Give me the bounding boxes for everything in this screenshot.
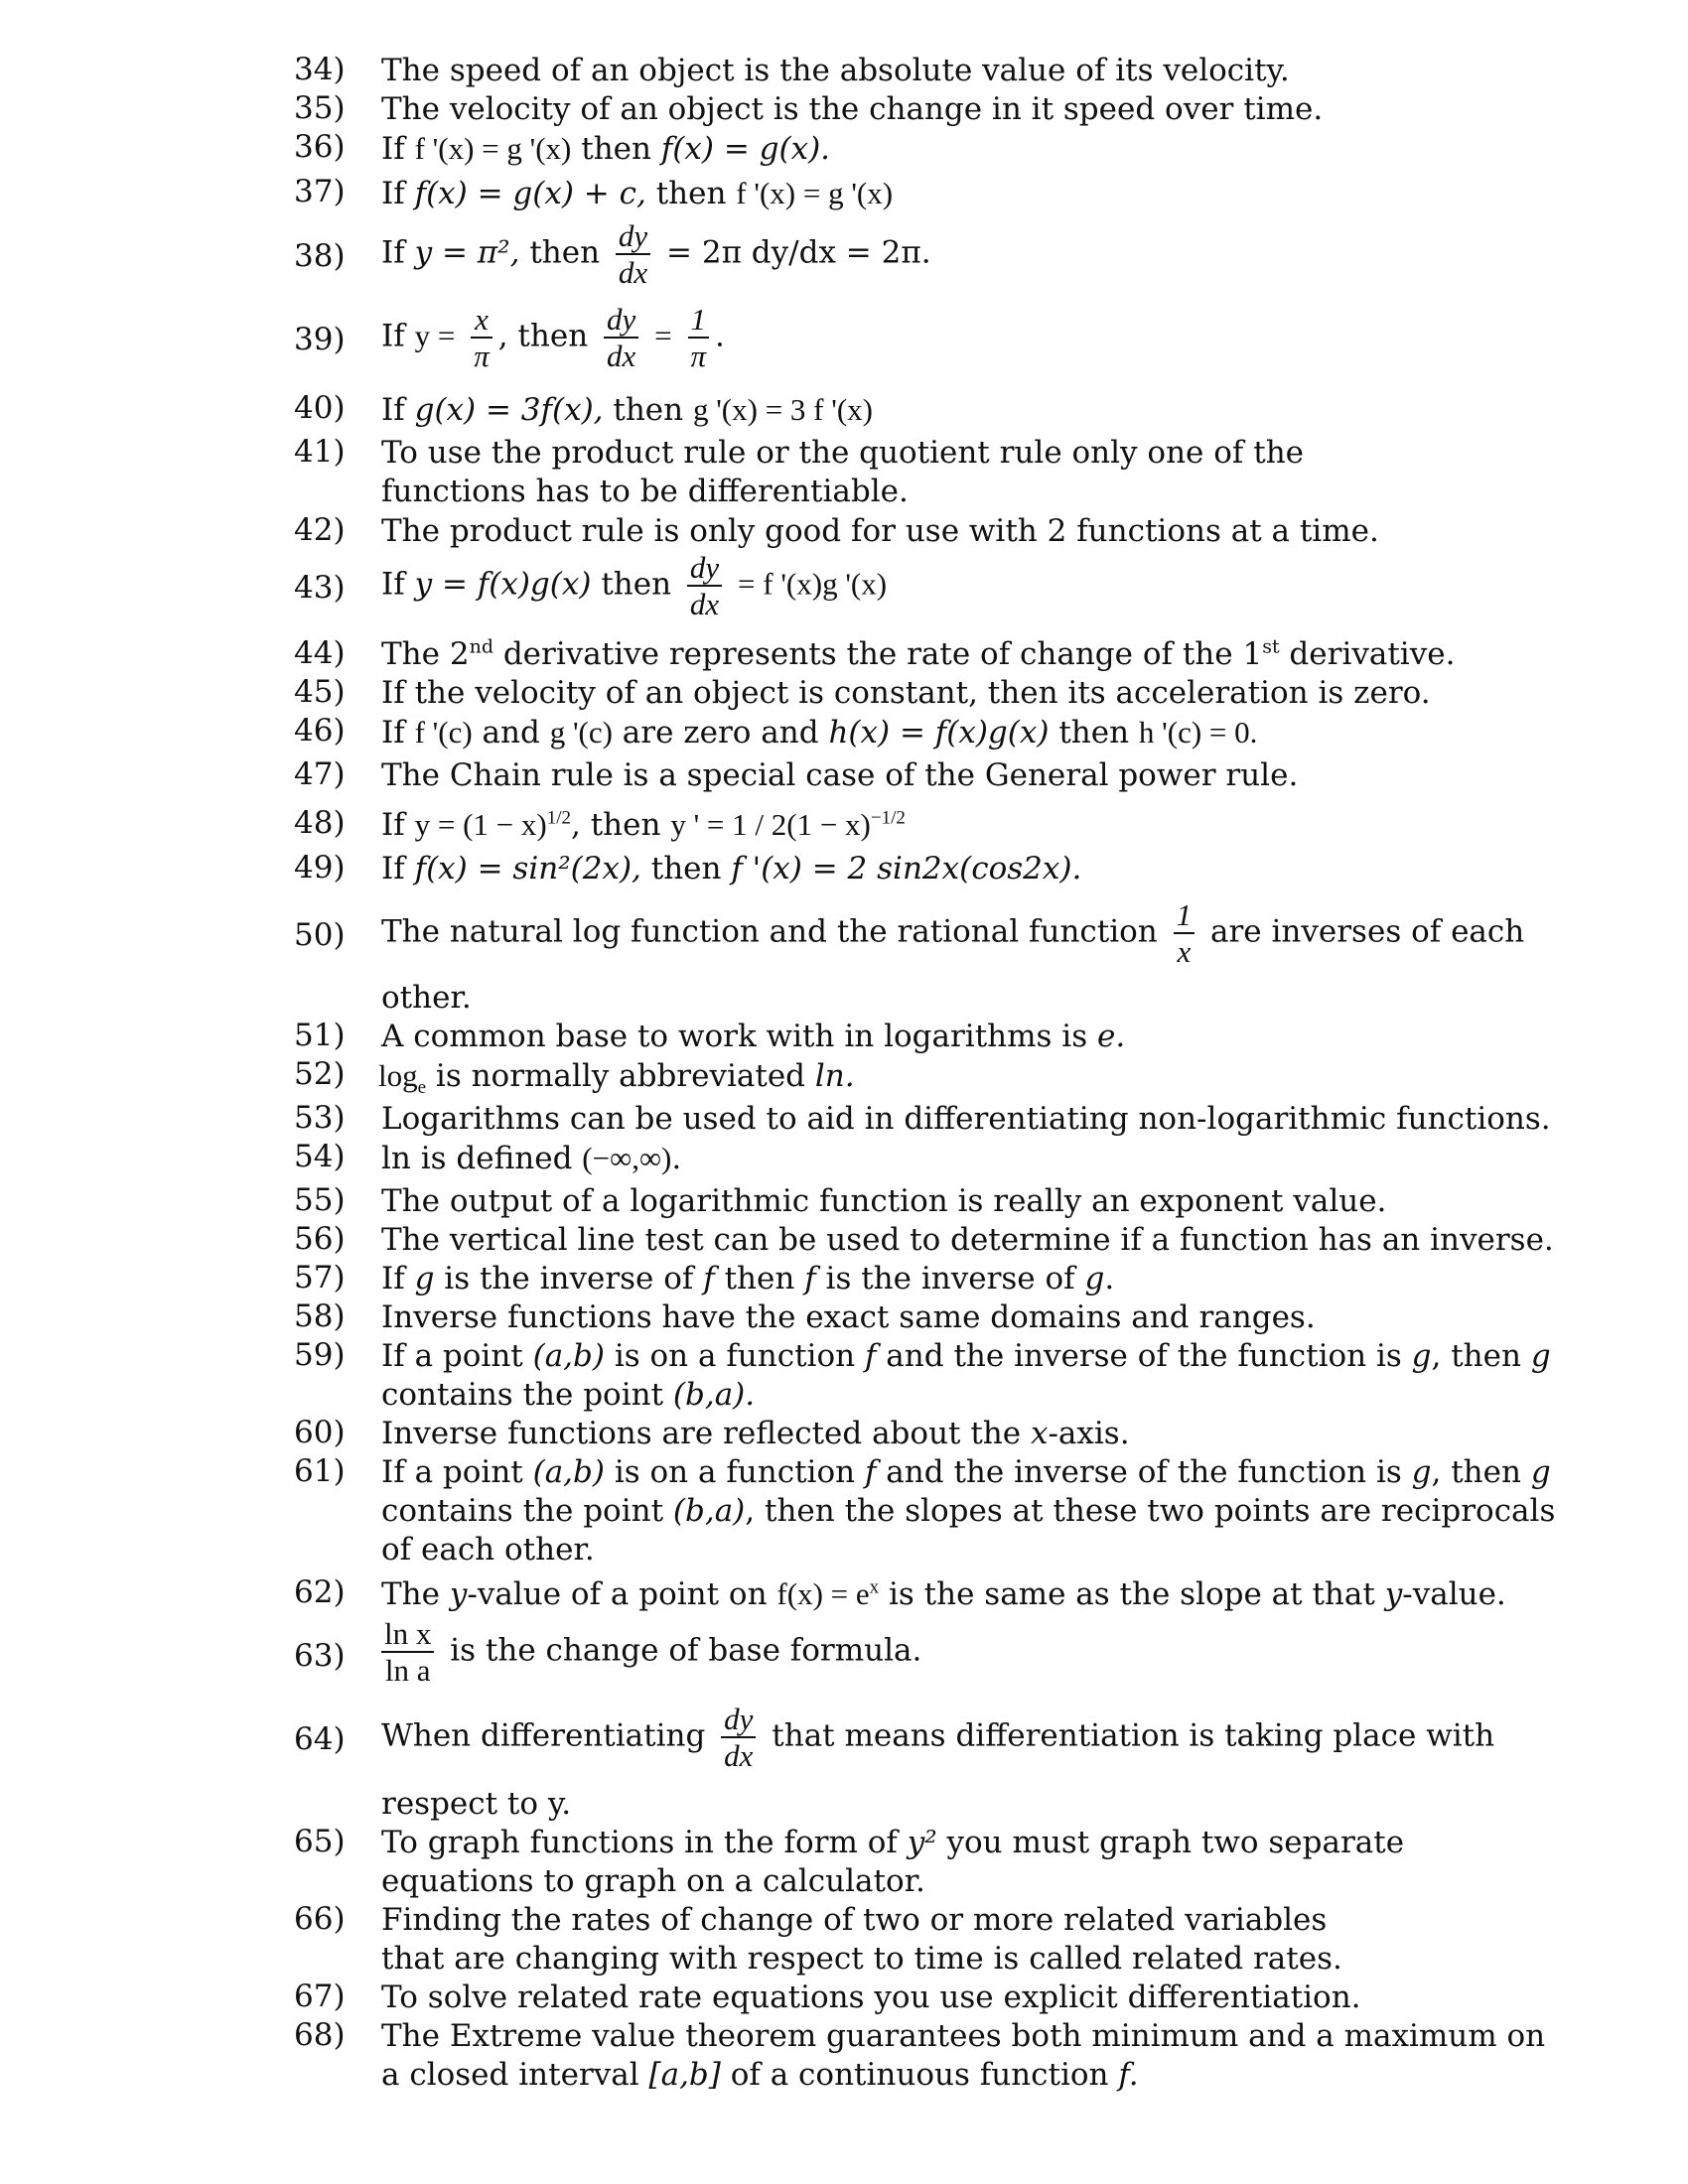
math-expression: y ' = 1 / 2(1 − x) — [670, 807, 871, 842]
item-text: The Chain rule is a special case of the General power rule. — [381, 757, 1299, 793]
text-fragment: that means differentiation is taking place with — [772, 1717, 1495, 1754]
item-text — [381, 129, 1434, 169]
item-text: The output of a logarithmic function is really an exponent value. — [381, 1183, 1387, 1219]
text-fragment: The 2 — [381, 636, 470, 672]
item-number: 44) — [294, 635, 346, 671]
numerator: x — [471, 304, 492, 339]
math-variable: y² — [907, 1825, 937, 1860]
math-variable: f — [864, 1338, 877, 1374]
math-expression: e. — [1096, 1019, 1126, 1054]
item-text: The vertical line test can be used to determine if a function has an inverse. — [381, 1222, 1554, 1258]
item-number: 41) — [294, 434, 346, 470]
text-fragment: is on a function — [604, 1338, 865, 1374]
math-variable: y — [449, 1576, 468, 1612]
item-text: To use the product rule or the quotient rule only one of the functions has to be differentiable. — [381, 435, 1305, 509]
math-expression: f(x) = e — [776, 1576, 870, 1611]
item-number: 43) — [294, 570, 346, 606]
math-expression: log — [378, 1058, 418, 1093]
item-number: 63) — [294, 1638, 346, 1674]
text-fragment: then — [1058, 715, 1130, 751]
denominator: π — [690, 339, 707, 373]
item-number: 65) — [294, 1824, 346, 1859]
text-fragment: contains the point — [381, 1493, 673, 1529]
math-expression: y = π², — [414, 234, 520, 271]
math-expression: (−∞,∞) — [582, 1141, 672, 1175]
text-fragment: is on a function — [604, 1454, 865, 1490]
item-number: 52) — [294, 1056, 346, 1092]
superscript: st — [1262, 635, 1280, 658]
math-expression: h(x) = f(x)g(x) — [828, 715, 1050, 751]
text-fragment: Inverse functions are reflected about the — [381, 1416, 1031, 1451]
text-fragment: and the inverse of the function is — [876, 1338, 1412, 1374]
math-variable: y — [1384, 1576, 1403, 1612]
math-expression: f(x) = g(x). — [660, 131, 831, 167]
text-fragment: contains the point — [381, 1377, 673, 1413]
item-number: 54) — [294, 1139, 346, 1174]
text-fragment: If — [381, 318, 405, 354]
text-fragment: , then — [1431, 1338, 1531, 1374]
item-text-continuation: of each other. — [381, 1532, 595, 1568]
math-variable: [a,b] — [648, 2057, 721, 2093]
text-fragment: then — [655, 176, 727, 211]
item-text — [381, 1139, 1434, 1178]
text-fragment: When differentiating — [381, 1717, 706, 1754]
fraction-dy-dx — [604, 304, 638, 371]
item-number: 67) — [294, 1979, 346, 2014]
item-number: 61) — [294, 1453, 346, 1489]
math-variable: x — [1030, 1416, 1049, 1451]
item-text — [381, 1453, 1551, 1492]
item-number: 46) — [294, 713, 346, 749]
math-expression: = f '(x)g '(x) — [738, 566, 888, 602]
item-number: 51) — [294, 1018, 346, 1053]
text-fragment: then — [650, 851, 722, 887]
text-fragment: derivative represents the rate of change of the 1 — [492, 636, 1263, 672]
text-fragment: If — [381, 176, 405, 211]
text-fragment: If — [381, 1261, 415, 1297]
numerator: dy — [604, 304, 638, 339]
math-expression: h '(c) = 0. — [1138, 715, 1258, 750]
equals-sign: = — [654, 318, 672, 353]
text-fragment: ln is defined — [381, 1141, 573, 1176]
item-text-continuation: other. — [381, 980, 472, 1016]
text-fragment: If — [381, 566, 405, 603]
item-text — [381, 1618, 1434, 1686]
denominator: π — [474, 339, 490, 373]
item-number: 37) — [294, 174, 346, 209]
item-number: 55) — [294, 1182, 346, 1218]
item-number: 34) — [294, 52, 346, 87]
denominator: dx — [618, 255, 648, 290]
text-fragment: If — [381, 392, 405, 428]
fraction-x-pi — [471, 304, 492, 371]
math-variable: g — [1411, 1338, 1432, 1374]
item-number: 58) — [294, 1298, 346, 1334]
math-variable: (b,a) — [672, 1493, 746, 1529]
text-fragment: , then — [571, 807, 661, 843]
math-variable: (b,a). — [672, 1377, 756, 1413]
item-number: 49) — [294, 850, 346, 886]
text-fragment: If — [381, 715, 405, 751]
item-text: Logarithms can be used to aid in differentiating non-logarithmic functions. — [381, 1101, 1551, 1137]
math-variable: g — [1530, 1338, 1551, 1374]
text-fragment: then — [714, 1261, 805, 1297]
math-expression: f '(x) = 2 sin2x(cos2x). — [731, 851, 1082, 887]
item-text — [381, 1337, 1551, 1376]
text-fragment: -axis. — [1048, 1416, 1130, 1451]
text-fragment: A common base to work with in logarithms is — [381, 1019, 1088, 1054]
text-fragment: and — [482, 715, 540, 751]
fraction-1-pi — [688, 304, 710, 371]
text-fragment: . — [715, 318, 725, 354]
item-text: Finding the rates of change of two or more related variables that are changing with respect to time is called related rates. — [381, 1902, 1342, 1977]
text-fragment: . — [1104, 1261, 1115, 1297]
item-number: 45) — [294, 674, 346, 710]
item-number: 48) — [294, 805, 346, 841]
math-expression: f(x) = sin²(2x), — [414, 851, 641, 887]
fraction-dy-dx — [687, 552, 722, 619]
item-number: 62) — [294, 1574, 346, 1610]
item-text — [381, 805, 1434, 845]
item-text-continuation — [381, 2056, 1434, 2095]
text-fragment: then — [613, 392, 684, 428]
math-variable: g — [1411, 1454, 1432, 1490]
math-expression: f '(x) = g '(x) — [414, 131, 572, 166]
math-expression: f(x) = g(x) + c, — [414, 176, 646, 211]
item-text — [381, 220, 1434, 288]
superscript: 1/2 — [546, 807, 571, 829]
item-number: 38) — [294, 238, 346, 274]
item-text — [381, 713, 1434, 752]
text-fragment: then — [581, 131, 651, 167]
text-fragment: -value. — [1402, 1576, 1506, 1612]
item-text: The product rule is only good for use with 2 functions at a time. — [381, 513, 1379, 549]
text-fragment: are zero and — [622, 715, 819, 751]
item-number: 47) — [294, 756, 346, 792]
item-number: 35) — [294, 90, 346, 126]
item-text-block — [381, 434, 1434, 511]
math-expression: y = — [414, 318, 456, 353]
text-fragment: you must graph two separate — [936, 1825, 1405, 1860]
item-number: 60) — [294, 1415, 346, 1450]
numerator: 1 — [1174, 899, 1196, 934]
item-number: 64) — [294, 1721, 346, 1757]
item-text — [381, 850, 1434, 888]
denominator: ln a — [384, 1653, 431, 1688]
item-number: 42) — [294, 512, 346, 548]
math-expression: y = (1 − x) — [414, 807, 547, 842]
denominator: dx — [689, 587, 720, 621]
text-fragment: is the inverse of — [434, 1261, 704, 1297]
item-text-continuation: respect to y. — [381, 1786, 572, 1822]
text-fragment: is normally abbreviated — [426, 1058, 806, 1094]
item-text-continuation — [381, 1376, 1434, 1415]
text-fragment: If a point — [381, 1454, 533, 1490]
denominator: dx — [724, 1738, 754, 1773]
text-fragment: If — [381, 234, 405, 271]
numerator: 1 — [688, 304, 710, 339]
numerator: dy — [687, 552, 722, 587]
text-fragment: and the inverse of the function is — [876, 1454, 1412, 1490]
item-text: If the velocity of an object is constant, then its acceleration is zero. — [381, 675, 1431, 711]
item-text — [381, 552, 1434, 619]
subscript: e — [417, 1077, 427, 1099]
superscript: −1/2 — [870, 807, 906, 829]
math-expression: g '(x) = 3 f '(x) — [692, 392, 873, 427]
math-variable: g — [1530, 1454, 1551, 1490]
numerator: ln x — [381, 1618, 434, 1653]
item-number: 66) — [294, 1901, 346, 1937]
text-fragment: are inverses of each — [1210, 913, 1525, 950]
math-variable: (a,b) — [532, 1454, 605, 1490]
text-fragment: If — [381, 851, 405, 887]
math-expression: g(x) = 3f(x), — [414, 392, 604, 428]
text-fragment: -value of a point on — [467, 1576, 777, 1612]
superscript: x — [869, 1576, 880, 1598]
item-number: 40) — [294, 390, 346, 426]
text-fragment: a closed interval — [381, 2057, 649, 2093]
item-text — [381, 897, 1525, 969]
math-expression: f '(c) — [414, 715, 473, 750]
fraction-change-of-base — [381, 1618, 434, 1686]
item-text — [381, 1702, 1495, 1773]
superscript: nd — [469, 635, 493, 658]
item-text-block — [381, 1901, 1434, 1979]
item-text — [381, 304, 1434, 371]
fraction-1-x — [1174, 899, 1196, 967]
math-variable: g — [1084, 1261, 1105, 1297]
item-text — [381, 1574, 1506, 1614]
math-variable: g — [414, 1261, 435, 1297]
math-variable: f — [703, 1261, 715, 1297]
fraction-dy-dx — [616, 220, 650, 288]
item-text: Inverse functions have the exact same domains and ranges. — [381, 1299, 1316, 1335]
item-text — [381, 635, 1456, 674]
text-fragment: , then — [497, 318, 589, 354]
item-text: The Extreme value theorem guarantees both minimum and a maximum on — [381, 2018, 1546, 2054]
text-fragment: . — [671, 1141, 682, 1176]
fraction-dy-dx — [721, 1704, 756, 1771]
text-fragment: If — [381, 131, 405, 167]
item-number: 56) — [294, 1221, 346, 1257]
text-fragment: The — [381, 1576, 450, 1612]
math-expression: y = f(x)g(x) — [414, 566, 592, 603]
text-fragment: To graph functions in the form of — [381, 1825, 908, 1860]
numerator: dy — [721, 1704, 756, 1738]
text-fragment: = 2π dy/dx = 2π. — [666, 234, 931, 271]
text-fragment: of a continuous function — [720, 2057, 1119, 2093]
text-fragment: If — [381, 807, 405, 843]
text-fragment: , then the slopes at these two points are reciprocals — [745, 1493, 1556, 1529]
denominator: dx — [607, 339, 636, 373]
text-fragment: is the inverse of — [815, 1261, 1085, 1297]
math-expression: f '(x) = g '(x) — [736, 176, 894, 210]
text-fragment: The natural log function and the rational function — [381, 913, 1158, 950]
item-number: 36) — [294, 129, 346, 165]
item-text — [381, 1260, 1434, 1298]
item-text — [381, 1824, 1434, 1862]
text-fragment: If a point — [381, 1338, 533, 1374]
text-fragment: , then — [1431, 1454, 1531, 1490]
item-number: 59) — [294, 1337, 346, 1373]
text-fragment: is the same as the slope at that — [879, 1576, 1385, 1612]
text-fragment: is the change of base formula. — [450, 1632, 922, 1669]
item-text-continuation — [381, 1492, 1556, 1531]
item-number: 53) — [294, 1100, 346, 1136]
text-fragment: then — [529, 234, 601, 271]
text-fragment: then — [601, 566, 672, 603]
item-text: The velocity of an object is the change in it speed over time. — [381, 91, 1324, 127]
item-text — [381, 1018, 1434, 1056]
item-text — [378, 1056, 1431, 1099]
denominator: x — [1177, 934, 1192, 969]
item-text-continuation: equations to graph on a calculator. — [381, 1863, 925, 1899]
numerator: dy — [616, 220, 650, 255]
item-text — [381, 174, 1434, 213]
text-fragment: derivative. — [1279, 636, 1456, 672]
item-text — [381, 1415, 1434, 1453]
item-number: 50) — [294, 917, 346, 953]
math-variable: (a,b) — [532, 1338, 605, 1374]
item-number: 39) — [294, 322, 346, 357]
math-variable: f — [804, 1261, 816, 1297]
item-number: 68) — [294, 2017, 346, 2053]
math-expression: ln. — [814, 1058, 855, 1094]
math-variable: f — [864, 1454, 877, 1490]
item-text: To solve related rate equations you use explicit differentiation. — [381, 1979, 1361, 2015]
item-number: 57) — [294, 1260, 346, 1296]
item-text — [381, 390, 1434, 430]
math-variable: f. — [1118, 2057, 1139, 2093]
math-expression: g '(c) — [549, 715, 613, 750]
item-text: The speed of an object is the absolute value of its velocity. — [381, 53, 1290, 88]
